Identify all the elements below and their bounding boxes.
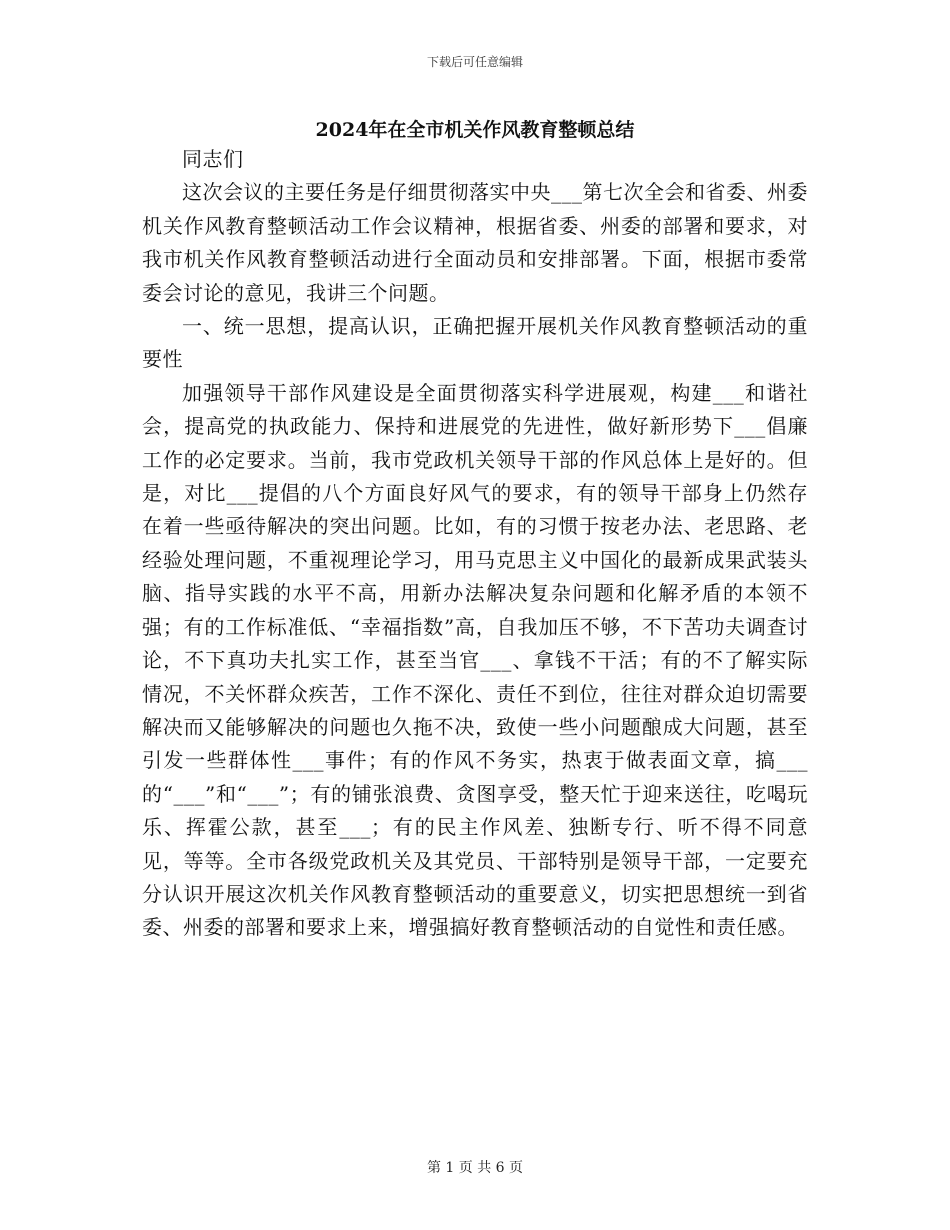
page-footer: 第 1 页 共 6 页 [426,1160,524,1176]
section-heading-1: 一、统一思想，提高认识，正确把握开展机关作风教育整顿活动的重要性 [142,314,808,372]
salutation: 同志们 [182,147,244,171]
paragraph-intro: 这次会议的主要任务是仔细贯彻落实中央___第七次全会和省委、州委机关作风教育整顿活动工作会议精神，根据省委、州委的部署和要求，对我市机关作风教育整顿活动进行全面动员和安排部署。下面，根据市委常委会讨论的意见，我讲三个问题。 [142,180,808,305]
paragraph-section-1: 加强领导干部作风建设是全面贯彻落实科学进展观，构建___和谐社会，提高党的执政能力、保持和进展党的先进性，做好新形势下___倡廉工作的必定要求。当前，我市党政机关领导干部的作风总体上是好的。但是，对比___提倡的八个方面良好风气的要求，有的领导干部身上仍然存在着一些亟待解决的突出问题。比如，有的习惯于按老办法、老思路、老经验处理问题，不重视理论学习，用马克思主义中国化的最新成果武装头脑、指导实践的水平不高，用新办法解决复杂问题和化解矛盾的本领不强；有的工作标准低、“幸福指数”高，自我加压不够，不下苦功夫调查讨论，不下真功夫扎实工作，甚至当官___、拿钱不干活；有的不了解实际情况，不关怀群众疾苦，工作不深化、责任不到位，往往对群众迫切需要解决而又能够解决的问题也久拖不决，致使一些小问题酿成大问题，甚至引发一些群体性___事件；有的作风不务实，热衷于做表面文章，搞___的“___”和“___”；有的铺张浪费、贪图享受，整天忙于迎来送往，吃喝玩乐、挥霍公款，甚至___；有的民主作风差、独断专行、听不得不同意见，等等。全市各级党政机关及其党员、干部特别是领导干部，一定要充分认识开展这次机关作风教育整顿活动的重要意义，切实把思想统一到省委、州委的部署和要求上来，增强搞好教育整顿活动的自觉性和责任感。 [142,380,808,940]
document-title: 2024年在全市机关作风教育整顿总结 [315,119,635,141]
page-header-note: 下载后可任意编辑 [426,55,523,69]
document-body [142,143,808,945]
